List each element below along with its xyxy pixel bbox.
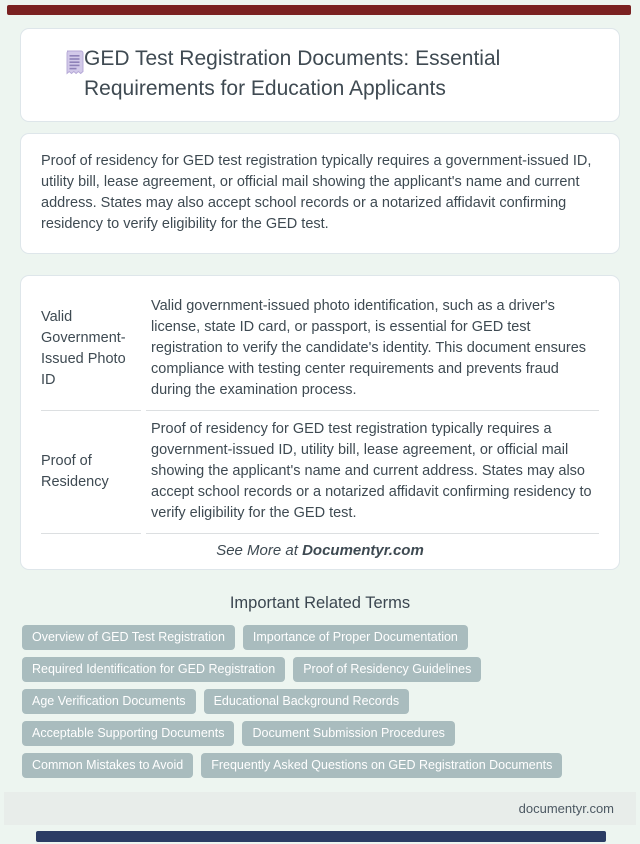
summary-text: Proof of residency for GED test registration typically requires a government-issued ID, utility bill, lease agreement, or official mail showing the applicant's name and current address. States may also accept school records or a notarized affidavit confirming residency to verify eligibility for the GED test. bbox=[41, 153, 592, 232]
brand-link[interactable]: Documentyr.com bbox=[302, 542, 424, 559]
title-card bbox=[20, 28, 620, 122]
summary-card bbox=[20, 133, 620, 254]
definition-row bbox=[41, 411, 599, 534]
term-label: Proof of Residency bbox=[41, 452, 109, 490]
related-term-tag[interactable]: Proof of Residency Guidelines bbox=[293, 657, 481, 682]
related-term-tag[interactable]: Acceptable Supporting Documents bbox=[22, 721, 234, 746]
term-label: Valid Government-Issued Photo ID bbox=[41, 308, 126, 388]
see-more-line bbox=[41, 542, 599, 559]
related-term-tag[interactable]: Importance of Proper Documentation bbox=[243, 625, 468, 650]
footer-site-link[interactable]: documentyr.com bbox=[518, 801, 614, 816]
related-terms-heading: Important Related Terms bbox=[229, 594, 411, 612]
footer bbox=[4, 792, 636, 825]
related-terms-tag-list bbox=[22, 625, 618, 778]
related-term-tag[interactable]: Educational Background Records bbox=[204, 689, 410, 714]
definition-text: Valid government-issued photo identification, such as a driver's license, state ID card, or passport, is essential for GED test registration to verify the candidate's identity. This document ensures compliance with testing center requirements and prevents fraud during the examination process. bbox=[146, 288, 599, 411]
definition-text: Proof of residency for GED test registration typically requires a government-issued ID, utility bill, lease agreement, or official mail showing the applicant's name and current address. States may also accept school records or a notarized affidavit confirming residency to verify eligibility for the GED test. bbox=[146, 411, 599, 534]
related-term-tag[interactable]: Common Mistakes to Avoid bbox=[22, 753, 193, 778]
page-title: GED Test Registration Documents: Essential Requirements for Education Applicants bbox=[84, 47, 501, 100]
bottom-accent-bar bbox=[36, 831, 606, 842]
receipt-icon bbox=[63, 50, 84, 80]
definition-row bbox=[41, 288, 599, 411]
related-term-tag[interactable]: Overview of GED Test Registration bbox=[22, 625, 235, 650]
related-term-tag[interactable]: Frequently Asked Questions on GED Registration Documents bbox=[201, 753, 562, 778]
related-term-tag[interactable]: Document Submission Procedures bbox=[242, 721, 454, 746]
definitions-card bbox=[20, 275, 620, 570]
see-more-prefix: See More at bbox=[216, 542, 303, 559]
top-accent-bar bbox=[7, 5, 631, 15]
related-term-tag[interactable]: Required Identification for GED Registration bbox=[22, 657, 285, 682]
related-term-tag[interactable]: Age Verification Documents bbox=[22, 689, 196, 714]
